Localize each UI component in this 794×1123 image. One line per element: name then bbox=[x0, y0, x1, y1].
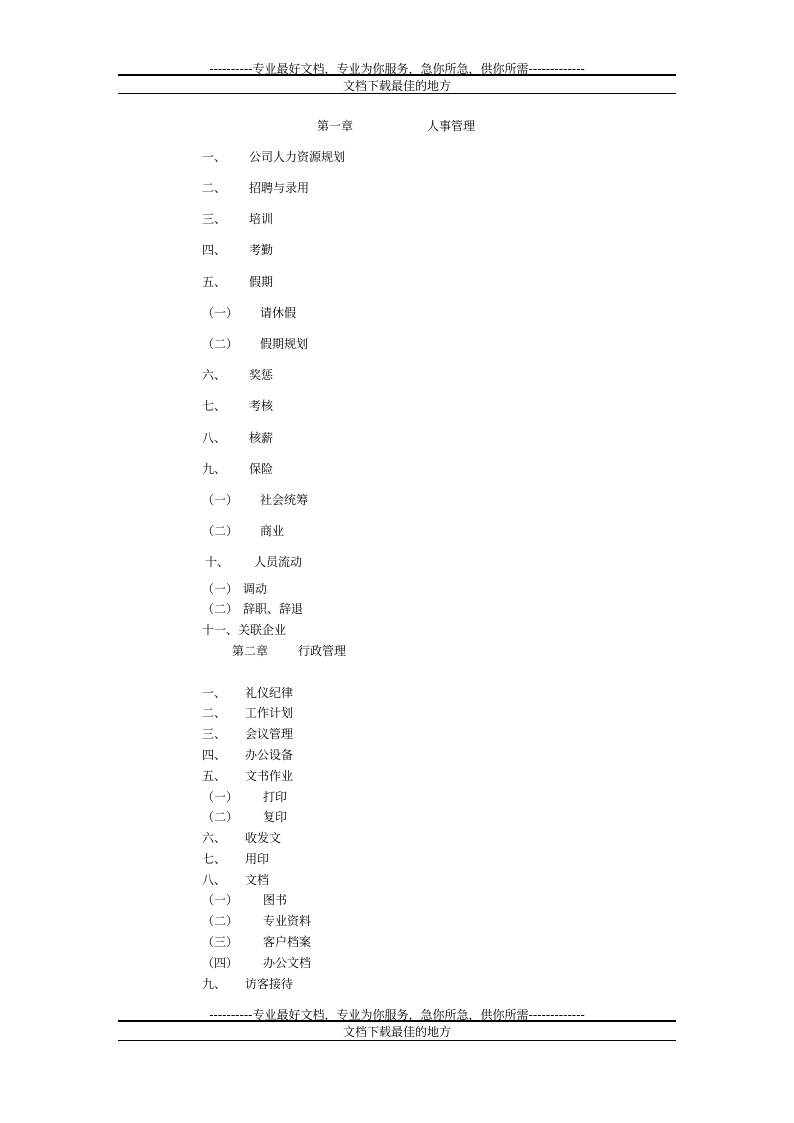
outline-number: （一） bbox=[202, 893, 239, 907]
outline-number: （三） bbox=[202, 935, 239, 949]
outline-number: （二） bbox=[202, 602, 239, 616]
outline-label: 辞职、辞退 bbox=[243, 602, 304, 616]
outline-label: 图书 bbox=[263, 893, 288, 907]
outline-label: 办公文档 bbox=[263, 956, 312, 970]
outline-label: 用印 bbox=[245, 852, 270, 866]
outline-label: 考勤 bbox=[249, 243, 274, 257]
outline-number: 二、 bbox=[202, 181, 227, 195]
outline-label: 公司人力资源规划 bbox=[249, 150, 346, 164]
outline-number: （二） bbox=[202, 914, 239, 928]
header-rule-bottom bbox=[118, 93, 676, 94]
chapter2-number: 第二章 bbox=[232, 644, 269, 658]
outline-number: 六、 bbox=[202, 831, 227, 845]
outline-number: 十一、 bbox=[202, 623, 239, 637]
footer-tagline: ----------专业最好文档，专业为你服务，急你所急，供你所需------------- bbox=[209, 1008, 585, 1022]
outline-label: 考核 bbox=[249, 399, 274, 413]
outline-label: 假期规划 bbox=[260, 337, 309, 351]
outline-number: 一、 bbox=[202, 686, 227, 700]
outline-label: 客户档案 bbox=[263, 935, 312, 949]
outline-number: （一） bbox=[202, 582, 239, 596]
outline-number: 三、 bbox=[202, 727, 227, 741]
header-rule-top bbox=[118, 74, 676, 76]
outline-number: 二、 bbox=[202, 706, 227, 720]
outline-label: 复印 bbox=[263, 810, 288, 824]
footer-rule-top bbox=[118, 1020, 676, 1022]
outline-label: 招聘与录用 bbox=[249, 181, 310, 195]
outline-number: 八、 bbox=[202, 431, 227, 445]
outline-label: 文书作业 bbox=[245, 769, 294, 783]
chapter1-title: 人事管理 bbox=[427, 119, 476, 133]
header-subtitle: 文档下载最佳的地方 bbox=[342, 79, 451, 93]
outline-label: 关联企业 bbox=[238, 623, 287, 637]
outline-label: 人员流动 bbox=[254, 555, 303, 569]
outline-label: 保险 bbox=[249, 462, 274, 476]
outline-label: 培训 bbox=[249, 212, 274, 226]
outline-number: 九、 bbox=[202, 462, 227, 476]
outline-label: 文档 bbox=[245, 873, 270, 887]
outline-label: 奖惩 bbox=[249, 368, 274, 382]
outline-label: 调动 bbox=[243, 582, 268, 596]
outline-number: 一、 bbox=[202, 150, 227, 164]
chapter1-number: 第一章 bbox=[317, 119, 354, 133]
outline-label: 工作计划 bbox=[245, 706, 294, 720]
outline-label: 访客接待 bbox=[245, 977, 294, 991]
header-tagline: ----------专业最好文档，专业为你服务，急你所急，供你所需------------- bbox=[209, 62, 585, 76]
outline-number: 四、 bbox=[202, 748, 227, 762]
outline-number: 四、 bbox=[202, 243, 227, 257]
outline-label: 核薪 bbox=[249, 431, 274, 445]
outline-label: 办公设备 bbox=[245, 748, 294, 762]
outline-label: 请休假 bbox=[260, 306, 297, 320]
outline-label: 社会统筹 bbox=[260, 493, 309, 507]
footer-rule-bottom bbox=[118, 1040, 676, 1041]
outline-number: 五、 bbox=[202, 769, 227, 783]
outline-number: （二） bbox=[202, 337, 239, 351]
outline-number: 七、 bbox=[202, 399, 227, 413]
outline-number: 六、 bbox=[202, 368, 227, 382]
outline-number: （四） bbox=[202, 956, 239, 970]
outline-label: 专业资料 bbox=[263, 914, 312, 928]
outline-number: 八、 bbox=[202, 873, 227, 887]
outline-number: 十、 bbox=[205, 555, 230, 569]
outline-label: 假期 bbox=[249, 275, 274, 289]
outline-number: （一） bbox=[202, 493, 239, 507]
outline-label: 会议管理 bbox=[245, 727, 294, 741]
outline-number: （一） bbox=[202, 790, 239, 804]
outline-label: 商业 bbox=[260, 524, 285, 538]
outline-number: 七、 bbox=[202, 852, 227, 866]
footer-subtitle: 文档下载最佳的地方 bbox=[342, 1025, 451, 1039]
outline-number: （一） bbox=[202, 306, 239, 320]
outline-number: （二） bbox=[202, 524, 239, 538]
outline-label: 礼仪纪律 bbox=[245, 686, 294, 700]
outline-number: 三、 bbox=[202, 212, 227, 226]
chapter2-title: 行政管理 bbox=[298, 644, 347, 658]
outline-label: 收发文 bbox=[245, 831, 282, 845]
outline-number: （二） bbox=[202, 810, 239, 824]
outline-label: 打印 bbox=[263, 790, 288, 804]
outline-number: 九、 bbox=[202, 977, 227, 991]
outline-number: 五、 bbox=[202, 275, 227, 289]
